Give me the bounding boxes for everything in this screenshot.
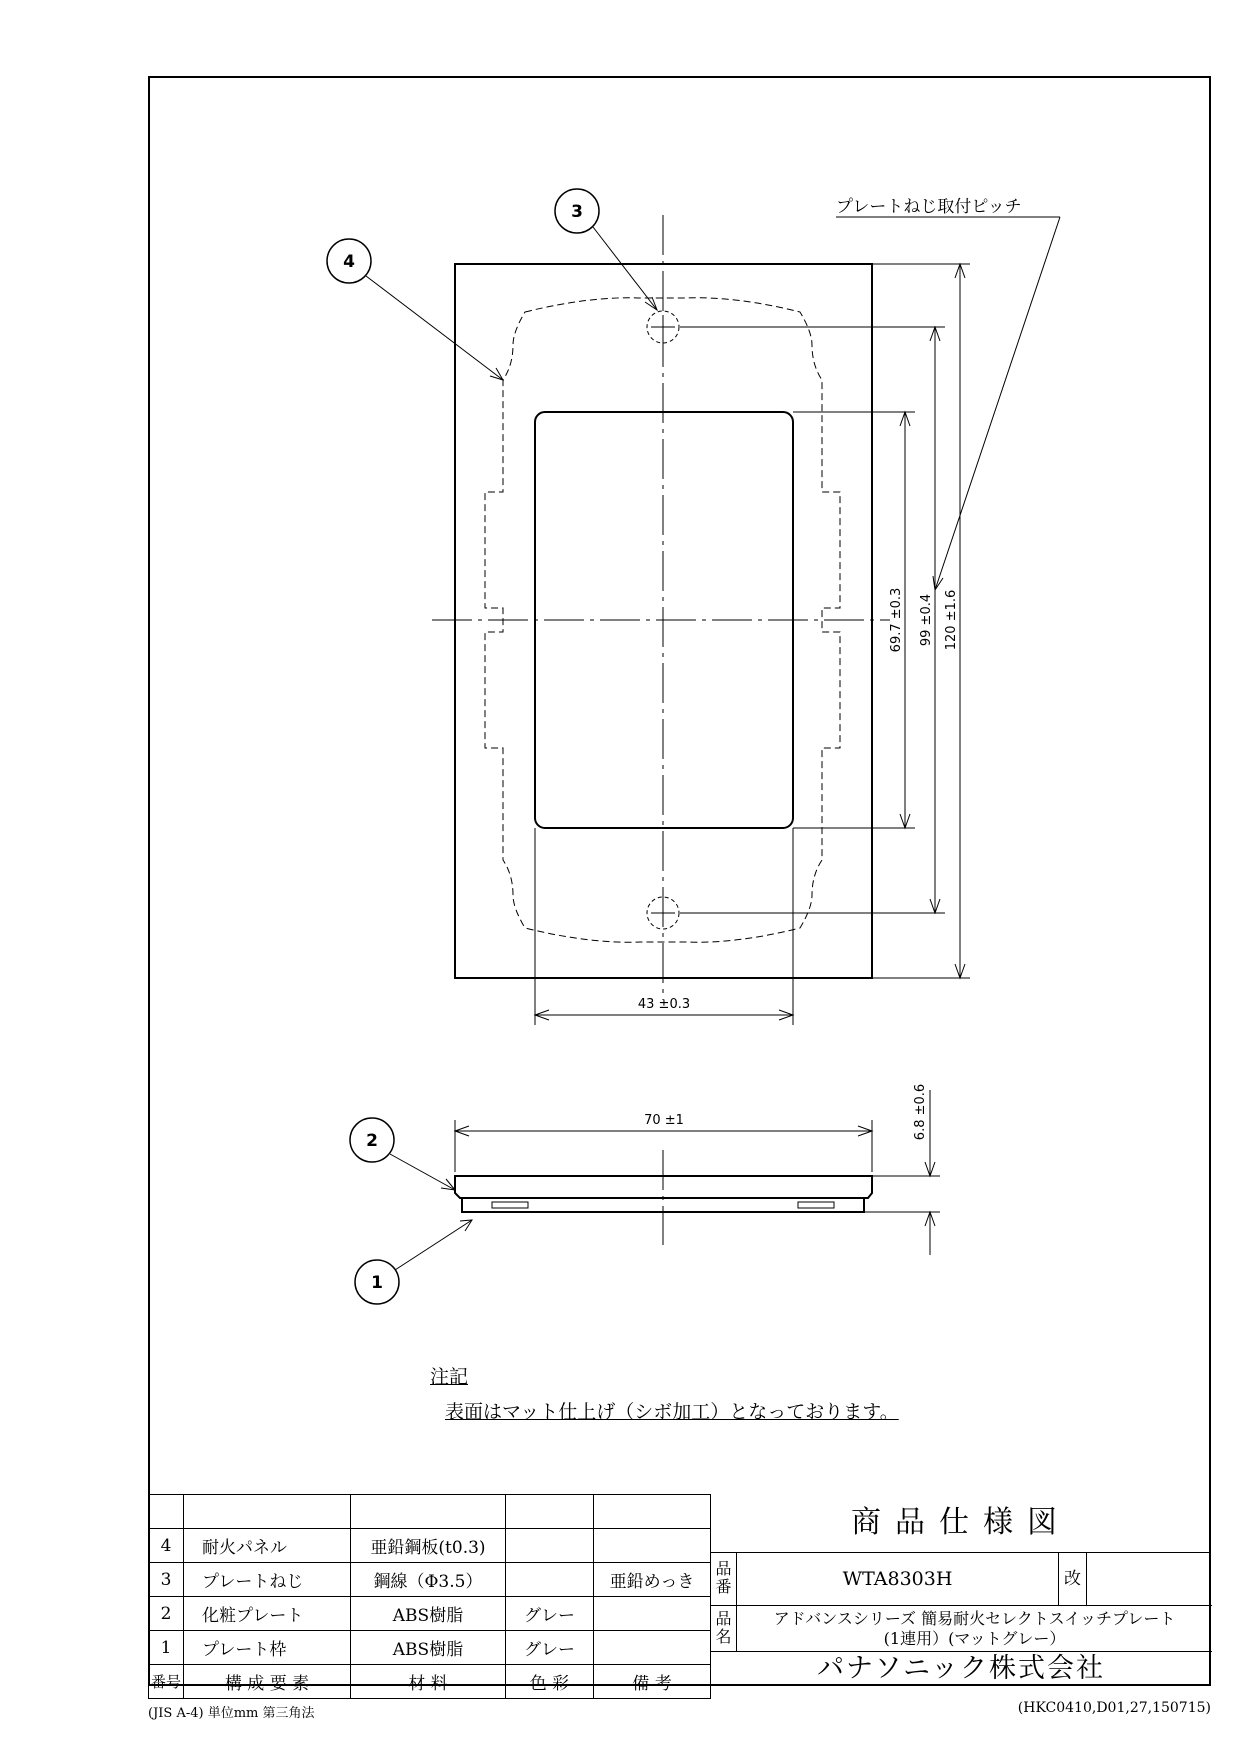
footer-doc-id: (HKC0410,D01,27,150715): [1017, 1700, 1211, 1716]
header-material: 材 料: [351, 1665, 506, 1699]
note-text: 表面はマット仕上げ（シボ加工）となっております。: [445, 1401, 899, 1423]
screw-symbol-top: [647, 311, 679, 343]
cell-color: [506, 1495, 594, 1529]
callout-4: 4: [343, 252, 355, 272]
company-name: パナソニック株式会社: [816, 1653, 1106, 1684]
dim-opening-width: 43 ±0.3: [637, 997, 691, 1012]
product-code: WTA8303H: [737, 1552, 1059, 1606]
name-label: 品名: [711, 1606, 737, 1652]
dim-opening-height: 69.7 ±0.3: [889, 587, 904, 653]
cell-no: [149, 1495, 184, 1529]
header-name: 構 成 要 素: [184, 1665, 351, 1699]
cell-color: グレー: [506, 1597, 594, 1631]
product-name: [737, 1606, 1212, 1652]
cell-material: ABS樹脂: [351, 1597, 506, 1631]
product-name-line1: アドバンスシリーズ 簡易耐火セレクトスイッチプレート: [773, 1609, 1176, 1628]
cell-name: 化粧プレート: [184, 1597, 351, 1631]
cell-color: [506, 1563, 594, 1597]
cell-remark: 亜鉛めっき: [594, 1563, 711, 1597]
callout-2: 2: [366, 1131, 378, 1151]
product-name-line2: (1連用）(マットグレー）: [883, 1629, 1066, 1648]
table-row: [149, 1563, 711, 1597]
title-block: [710, 1494, 1211, 1686]
table-row: [149, 1529, 711, 1563]
cell-no: 2: [149, 1597, 184, 1631]
footer-standard: (JIS A-4) 単位mm 第三角法: [148, 1706, 315, 1721]
dim-plate-thickness: 6.8 ±0.6: [913, 1083, 928, 1141]
note-heading: 注記: [430, 1366, 469, 1388]
cell-no: 1: [149, 1631, 184, 1665]
cell-no: 3: [149, 1563, 184, 1597]
cell-remark: [594, 1529, 711, 1563]
cell-name: 耐火パネル: [184, 1529, 351, 1563]
code-label: 品番: [711, 1552, 737, 1606]
table-row: [149, 1631, 711, 1665]
title-block-title: 商品仕様図: [711, 1494, 1211, 1553]
header-no: 番号: [149, 1665, 184, 1699]
cell-material: 鋼線（Φ3.5）: [351, 1563, 506, 1597]
label-plate-pitch: プレートねじ取付ピッチ: [836, 197, 1022, 217]
cell-remark: [594, 1597, 711, 1631]
cell-color: [506, 1529, 594, 1563]
cell-name: プレートねじ: [184, 1563, 351, 1597]
cell-name: [184, 1495, 351, 1529]
dim-plate-width: 70 ±1: [644, 1113, 684, 1128]
callout-3: 3: [571, 202, 583, 222]
parts-table: [148, 1494, 711, 1699]
table-header-row: [149, 1665, 711, 1699]
cell-material: [351, 1495, 506, 1529]
table-row: [149, 1597, 711, 1631]
dim-pitch: 99 ±0.4: [919, 593, 934, 647]
cell-remark: [594, 1631, 711, 1665]
callout-1: 1: [371, 1273, 383, 1293]
table-row: [149, 1495, 711, 1529]
cell-name: プレート枠: [184, 1631, 351, 1665]
cell-material: 亜鉛鋼板(t0.3): [351, 1529, 506, 1563]
header-color: 色 彩: [506, 1665, 594, 1699]
dim-plate-height: 120 ±1.6: [944, 589, 959, 651]
revision-label: 改: [1059, 1552, 1087, 1606]
screw-symbol-bottom: [647, 897, 679, 929]
cell-color: グレー: [506, 1631, 594, 1665]
cell-remark: [594, 1495, 711, 1529]
cell-no: 4: [149, 1529, 184, 1563]
header-remark: 備 考: [594, 1665, 711, 1699]
cell-material: ABS樹脂: [351, 1631, 506, 1665]
revision-value: [1087, 1552, 1212, 1606]
